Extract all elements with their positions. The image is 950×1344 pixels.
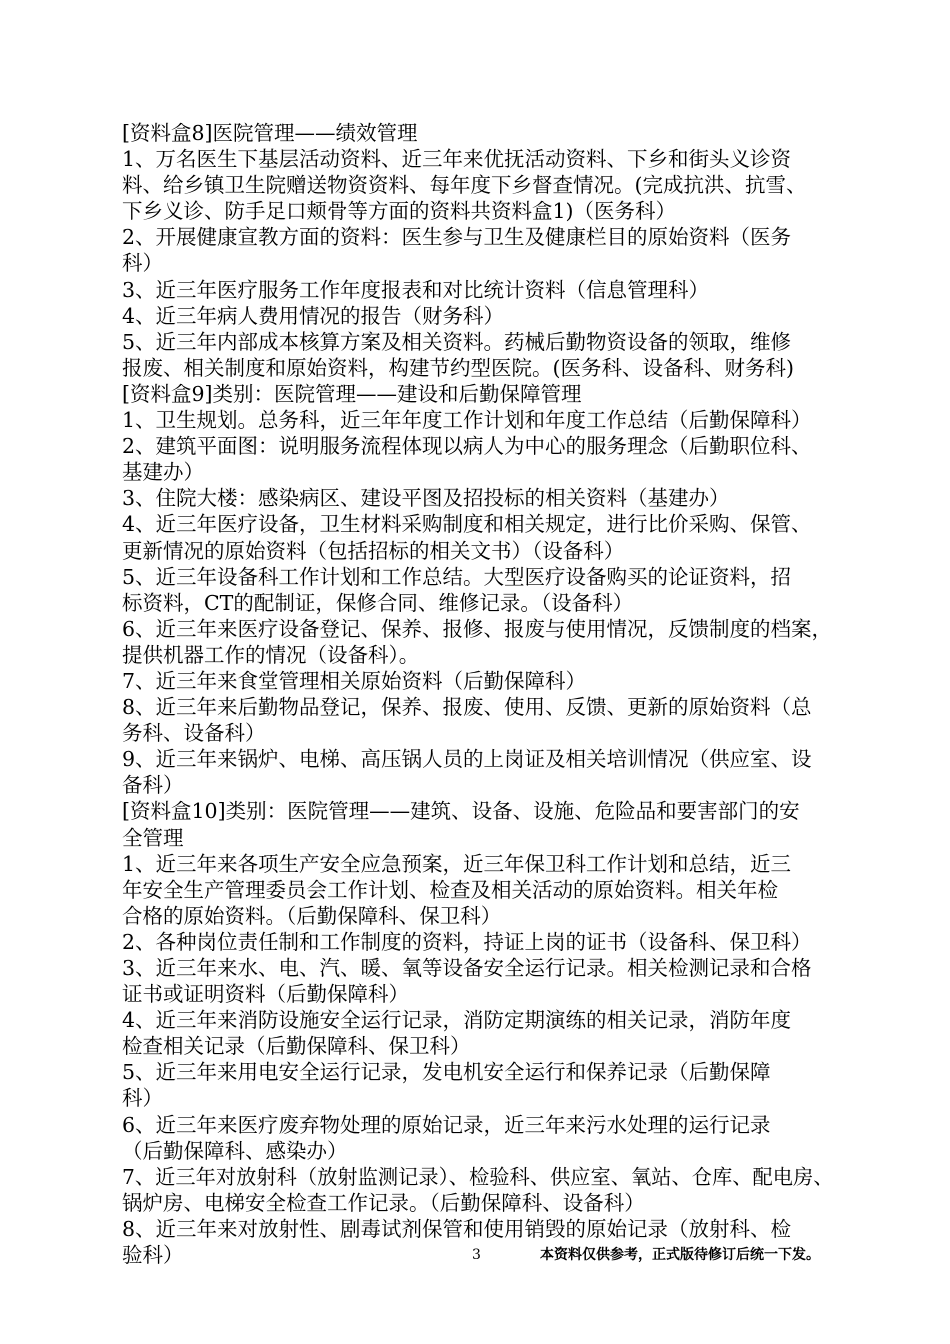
text-line: 6、近三年来医疗设备登记、保养、报修、报废与使用情况，反馈制度的档案， xyxy=(122,616,833,641)
text-line: 8、近三年来对放射性、剧毒试剂保管和使用销毁的原始记录（放射科、检 xyxy=(122,1216,792,1241)
text-line: 科） xyxy=(122,251,163,276)
text-line: 6、近三年来医疗废弃物处理的原始记录，近三年来污水处理的运行记录 xyxy=(122,1112,771,1137)
text-line: 下乡义诊、防手足口颊骨等方面的资料共资料盒1)（医务科） xyxy=(122,199,677,224)
text-line: 报废、相关制度和原始资料，构建节约型医院。(医务科、设备科、财务科) xyxy=(122,355,794,380)
text-line: 1、卫生规划。总务科，近三年年度工作计划和年度工作总结（后勤保障科） xyxy=(122,408,812,433)
text-line: 2、各种岗位责任制和工作制度的资料，持证上岗的证书（设备科、保卫科） xyxy=(122,929,812,954)
text-line: 7、近三年来食堂管理相关原始资料（后勤保障科） xyxy=(122,668,587,693)
text-line: 备科） xyxy=(122,773,184,798)
text-line: 3、住院大楼：感染病区、建设平图及招投标的相关资料（基建办） xyxy=(122,486,730,511)
text-line: 证书或证明资料（后勤保障科） xyxy=(122,982,409,1007)
text-line: 5、近三年来用电安全运行记录，发电机安全运行和保养记录（后勤保障 xyxy=(122,1060,771,1085)
text-line: 验科） xyxy=(122,1243,184,1268)
page-footer xyxy=(0,1245,950,1269)
text-line: 全管理 xyxy=(122,825,184,850)
text-line: 提供机器工作的情况（设备科）。 xyxy=(122,642,420,667)
text-line: 基建办） xyxy=(122,460,204,485)
text-line: 2、建筑平面图：说明服务流程体现以病人为中心的服务理念（后勤职位科、 xyxy=(122,434,812,459)
footer-note: 本资料仅供参考，正式版待修订后统一下发。 xyxy=(540,1247,820,1263)
text-line: 务科、设备科） xyxy=(122,721,266,746)
text-line: 检查相关记录（后勤保障科、保卫科） xyxy=(122,1034,471,1059)
text-line: 7、近三年对放射科（放射监测记录）、检验科、供应室、氧站、仓库、配电房、 xyxy=(122,1164,834,1189)
text-line: 3、近三年来水、电、汽、暖、氧等设备安全运行记录。相关检测记录和合格 xyxy=(122,956,812,980)
text-line: [资料盒8]医院管理——绩效管理 xyxy=(122,121,418,145)
text-line: [资料盒9]类别：医院管理——建设和后勤保障管理 xyxy=(122,381,582,406)
document-body xyxy=(122,120,834,1268)
text-line: 5、近三年设备科工作计划和工作总结。大型医疗设备购买的论证资料，招 xyxy=(122,564,792,589)
text-line: 4、近三年病人费用情况的报告（财务科） xyxy=(122,303,505,328)
text-line: 1、万名医生下基层活动资料、近三年来优抚活动资料、下乡和街头义诊资 xyxy=(122,147,792,172)
text-line: 年安全生产管理委员会工作计划、检查及相关活动的原始资料。相关年检 xyxy=(122,877,778,902)
text-line: （后勤保障科、感染办） xyxy=(122,1138,348,1163)
text-line: 科） xyxy=(122,1086,163,1111)
text-line: 合格的原始资料。（后勤保障科、保卫科） xyxy=(122,903,502,928)
text-line: 更新情况的原始资料（包括招标的相关文书）（设备科） xyxy=(122,538,625,563)
text-line: 3、近三年医疗服务工作年度报表和对比统计资料（信息管理科） xyxy=(122,277,710,302)
text-line: 8、近三年来后勤物品登记，保养、报废、使用、反馈、更新的原始资料（总 xyxy=(122,695,812,720)
text-line: [资料盒10]类别：医院管理——建筑、设备、设施、危险品和要害部门的安 xyxy=(122,799,800,824)
text-line: 4、近三年来消防设施安全运行记录，消防定期演练的相关记录，消防年度 xyxy=(122,1008,792,1033)
text-line: 4、近三年医疗设备，卫生材料采购制度和相关规定，进行比价采购、保管、 xyxy=(122,512,812,537)
text-line: 5、近三年内部成本核算方案及相关资料。药械后勤物资设备的领取，维修 xyxy=(122,329,792,354)
text-line: 1、近三年来各项生产安全应急预案，近三年保卫科工作计划和总结，近三 xyxy=(122,851,792,876)
page-number: 3 xyxy=(472,1247,481,1263)
text-line: 2、开展健康宣教方面的资料：医生参与卫生及健康栏目的原始资料（医务 xyxy=(122,225,792,250)
text-line: 锅炉房、电梯安全检查工作记录。（后勤保障科、设备科） xyxy=(122,1190,645,1215)
text-line: 料、给乡镇卫生院赠送物资资料、每年度下乡督查情况。(完成抗洪、抗雪、 xyxy=(122,173,807,198)
text-line: 9、近三年来锅炉、电梯、高压锅人员的上岗证及相关培训情况（供应室、设 xyxy=(122,747,812,772)
text-line: 标资料，CT的配制证，保修合同、维修记录。（设备科） xyxy=(122,590,634,615)
